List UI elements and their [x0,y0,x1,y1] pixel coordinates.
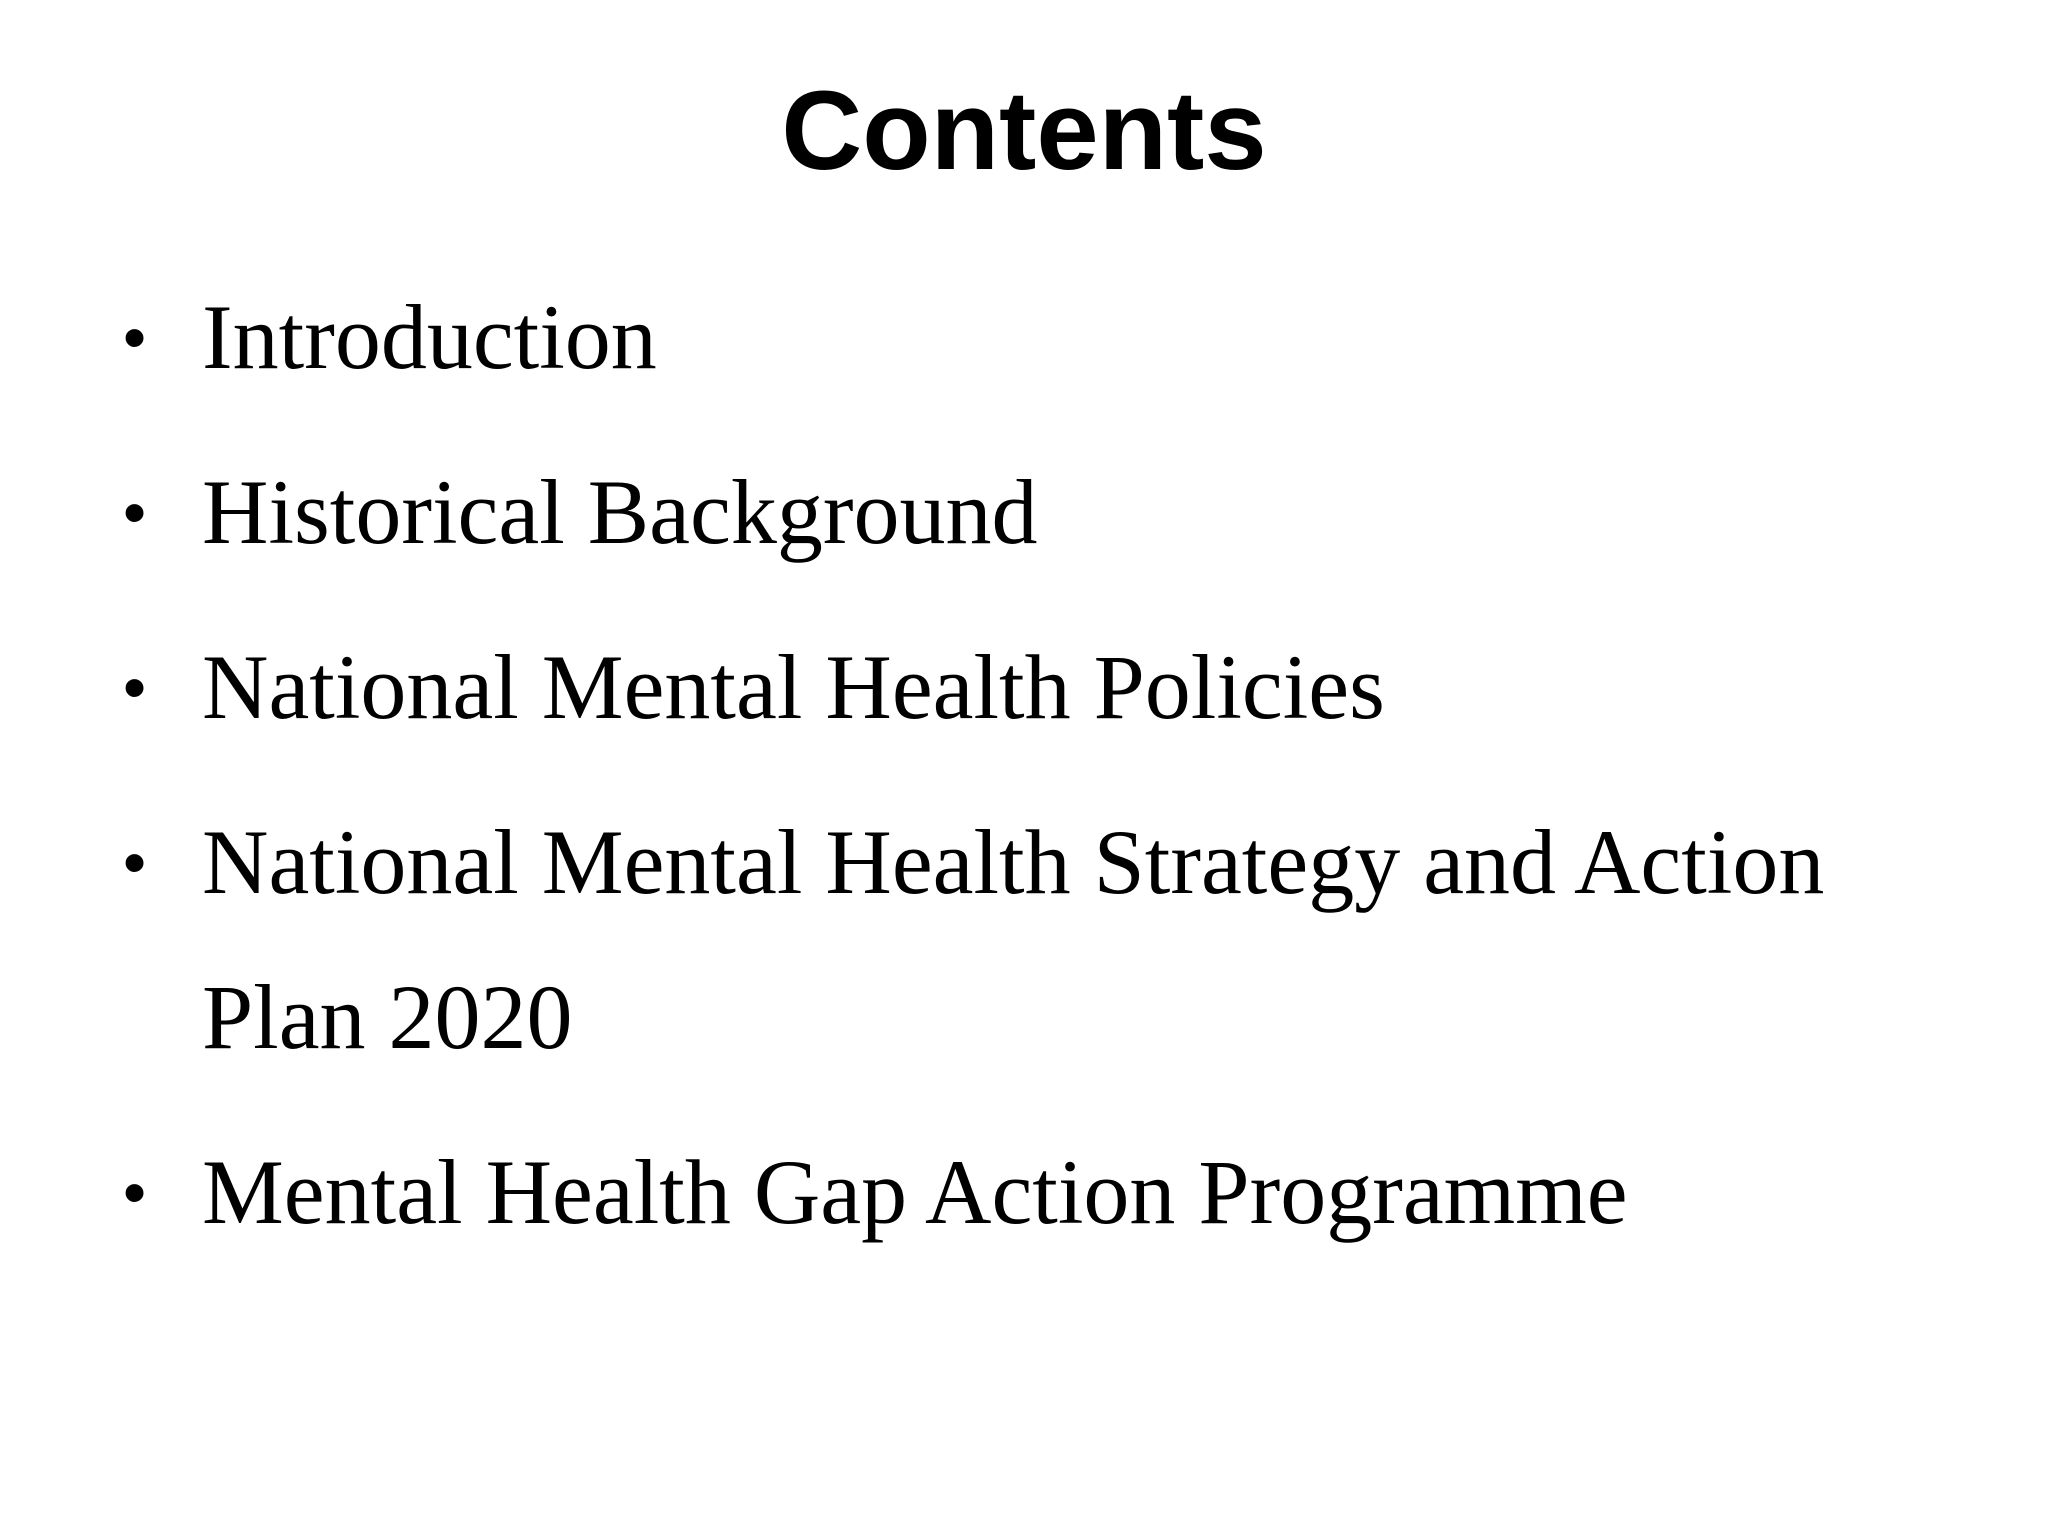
list-item-label-line2: Plan 2020 [202,966,573,1068]
list-item-label: National Mental Health Policies [202,636,1385,738]
list-item-label: Historical Background [202,461,1038,563]
list-item-label-line1: National Mental Health Strategy and Action [202,811,1825,913]
bullet-icon: • [123,300,147,374]
bullet-icon: • [123,1155,147,1229]
slide-title: Contents [781,68,1267,193]
list-item-label: Introduction [202,286,657,388]
bullet-icon: • [123,650,147,724]
bullet-icon: • [123,825,147,899]
list-item-label: Mental Health Gap Action Programme [202,1141,1628,1243]
bullet-icon: • [123,475,147,549]
